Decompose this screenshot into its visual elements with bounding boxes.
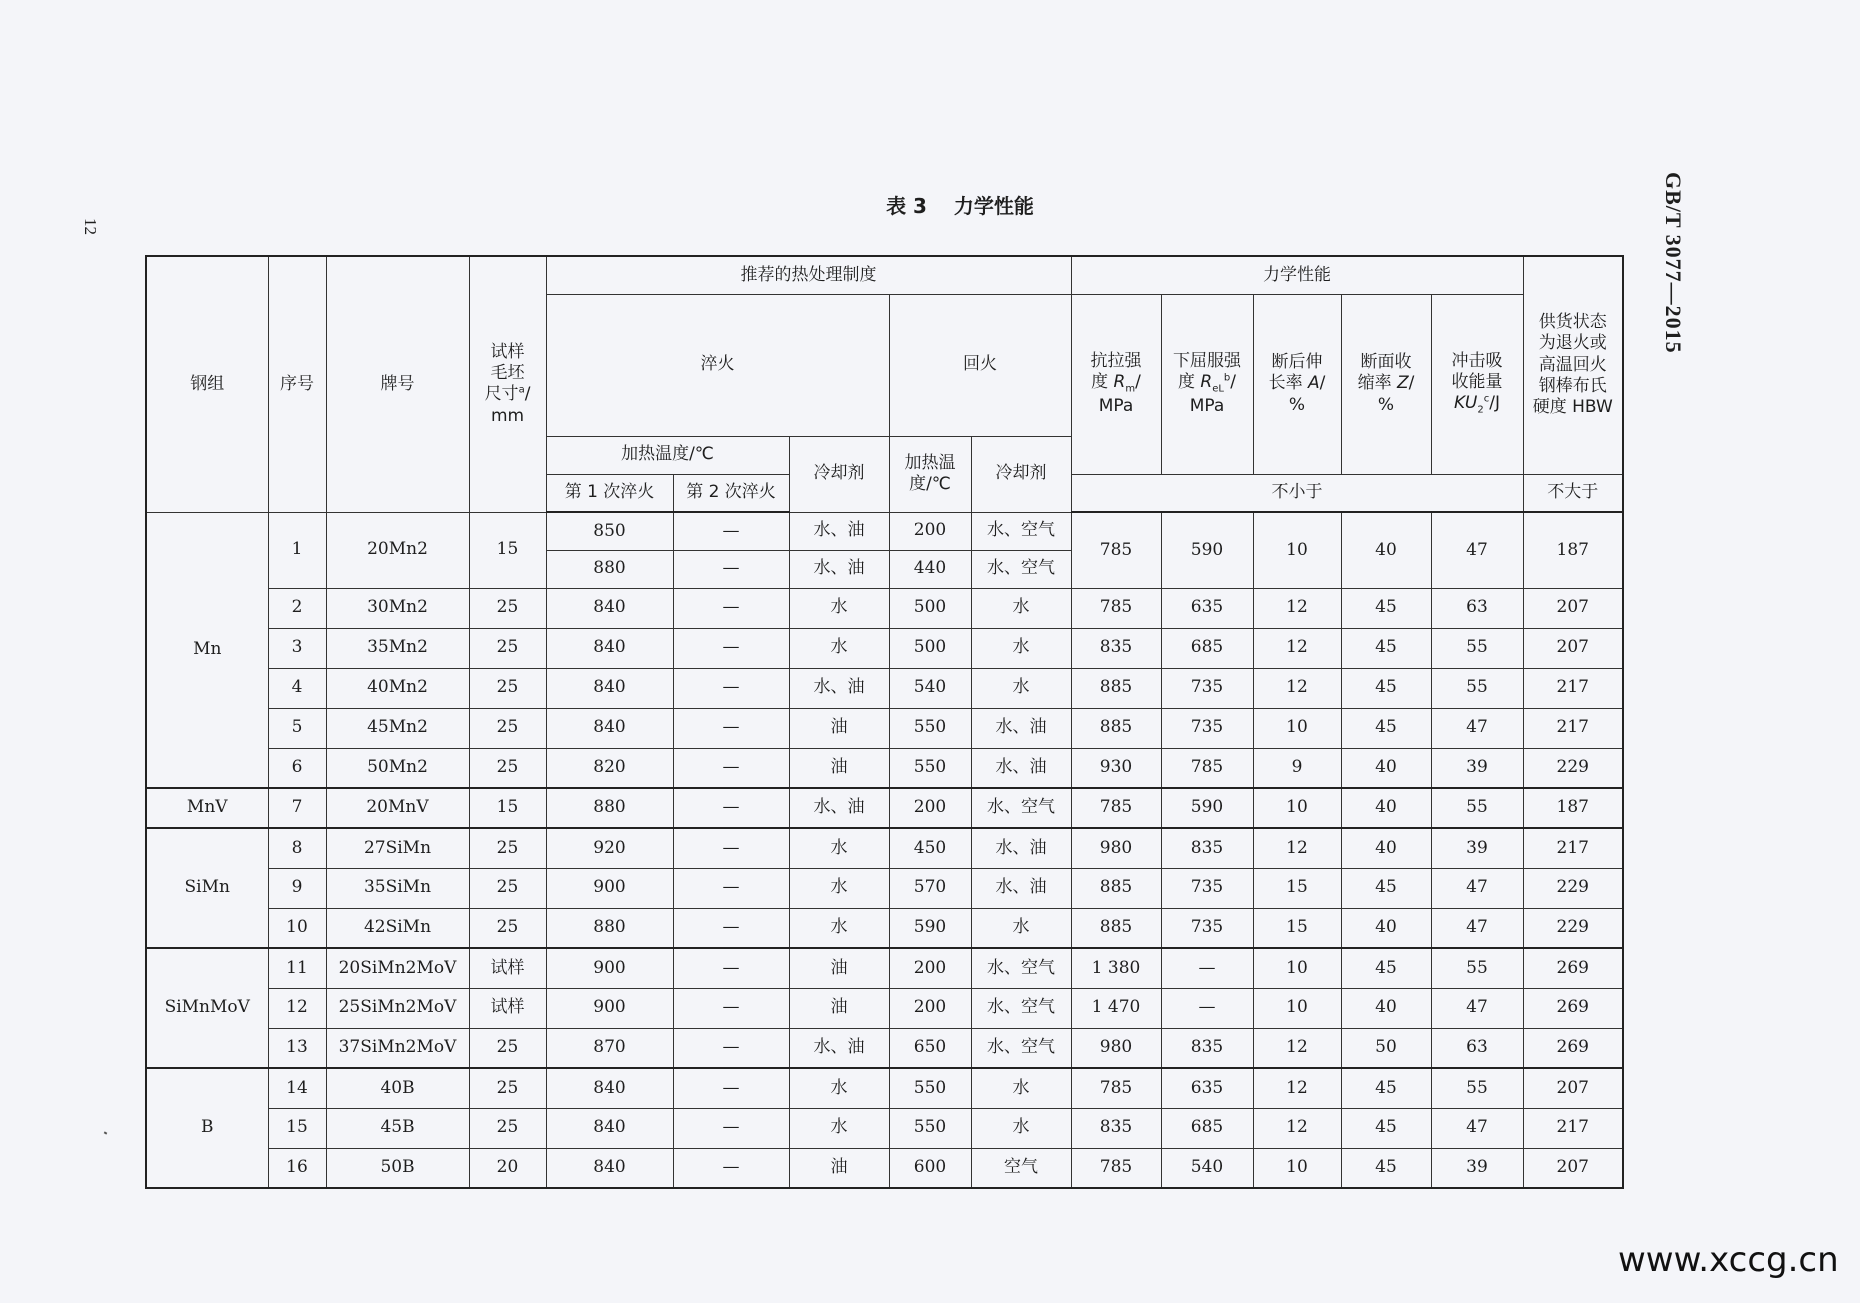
temper-temp-cell: 500 xyxy=(889,588,971,628)
second-quench-temp-cell: — xyxy=(673,1068,789,1108)
impact-energy-cell: 55 xyxy=(1431,1068,1523,1108)
blank-size-cell: 25 xyxy=(469,668,546,708)
reduction-cell: 45 xyxy=(1341,1068,1431,1108)
impact-energy-cell: 55 xyxy=(1431,788,1523,828)
second-quench-temp-cell: — xyxy=(673,588,789,628)
tensile-strength-cell: 785 xyxy=(1071,1148,1161,1188)
first-quench-temp-cell: 840 xyxy=(546,668,673,708)
serial-no-cell: 10 xyxy=(268,908,326,948)
table-row xyxy=(146,588,1623,628)
yield-strength-cell: 635 xyxy=(1161,588,1253,628)
reduction-cell: 40 xyxy=(1341,908,1431,948)
table-row xyxy=(146,1148,1623,1188)
serial-no-cell: 6 xyxy=(268,748,326,788)
tensile-strength-cell: 835 xyxy=(1071,1108,1161,1148)
blank-size-cell: 20 xyxy=(469,1148,546,1188)
elongation-cell: 10 xyxy=(1253,948,1341,988)
tensile-strength-cell: 885 xyxy=(1071,668,1161,708)
tensile-strength-cell: 835 xyxy=(1071,628,1161,668)
tensile-strength-cell: 785 xyxy=(1071,588,1161,628)
yield-strength-cell: 735 xyxy=(1161,668,1253,708)
grade-cell: 50B xyxy=(326,1148,469,1188)
temper-temp-cell: 540 xyxy=(889,668,971,708)
reduction-cell: 45 xyxy=(1341,1108,1431,1148)
header-quenching: 淬火 xyxy=(546,294,889,436)
blank-size-cell: 25 xyxy=(469,868,546,908)
table-row xyxy=(146,708,1623,748)
grade-cell: 45B xyxy=(326,1108,469,1148)
table-row xyxy=(146,512,1623,550)
second-quench-temp-cell: — xyxy=(673,988,789,1028)
reduction-cell: 45 xyxy=(1341,868,1431,908)
watermark: www.xccg.cn xyxy=(1618,1240,1839,1280)
grade-cell: 37SiMn2MoV xyxy=(326,1028,469,1068)
impact-energy-cell: 55 xyxy=(1431,628,1523,668)
quench-coolant-cell: 水 xyxy=(789,828,889,868)
elongation-cell: 10 xyxy=(1253,708,1341,748)
first-quench-temp-cell: 870 xyxy=(546,1028,673,1068)
elongation-cell: 12 xyxy=(1253,588,1341,628)
serial-no-cell: 4 xyxy=(268,668,326,708)
first-quench-temp-cell: 840 xyxy=(546,588,673,628)
first-quench-temp-cell: 840 xyxy=(546,1108,673,1148)
table-row xyxy=(146,668,1623,708)
hardness-cell: 217 xyxy=(1523,668,1623,708)
blank-size-cell: 25 xyxy=(469,1068,546,1108)
mechanical-properties-table xyxy=(145,255,1624,1189)
table-row xyxy=(146,988,1623,1028)
first-quench-temp-cell: 820 xyxy=(546,748,673,788)
temper-coolant-cell: 水、空气 xyxy=(971,948,1071,988)
second-quench-temp-cell: — xyxy=(673,948,789,988)
hardness-cell: 217 xyxy=(1523,828,1623,868)
yield-strength-cell: 685 xyxy=(1161,628,1253,668)
grade-cell: 50Mn2 xyxy=(326,748,469,788)
serial-no-cell: 3 xyxy=(268,628,326,668)
grade-cell: 25SiMn2MoV xyxy=(326,988,469,1028)
blank-size-cell: 25 xyxy=(469,628,546,668)
second-quench-temp-cell: — xyxy=(673,828,789,868)
temper-coolant-cell: 水、油 xyxy=(971,748,1071,788)
hardness-cell: 207 xyxy=(1523,1068,1623,1108)
hardness-cell: 207 xyxy=(1523,628,1623,668)
table-label: 表 3 xyxy=(886,194,927,218)
temper-temp-cell: 200 xyxy=(889,788,971,828)
temper-temp-cell: 500 xyxy=(889,628,971,668)
temper-temp-cell: 550 xyxy=(889,708,971,748)
elongation-cell: 12 xyxy=(1253,1028,1341,1068)
hardness-cell: 217 xyxy=(1523,1108,1623,1148)
reduction-cell: 45 xyxy=(1341,1148,1431,1188)
tensile-strength-cell: 1 470 xyxy=(1071,988,1161,1028)
temper-coolant-cell: 水、油 xyxy=(971,828,1071,868)
table-row xyxy=(146,1028,1623,1068)
quench-coolant-cell: 水、油 xyxy=(789,788,889,828)
elongation-cell: 9 xyxy=(1253,748,1341,788)
first-quench-temp-cell: 880 xyxy=(546,908,673,948)
first-quench-temp-cell: 840 xyxy=(546,1148,673,1188)
temper-temp-cell: 600 xyxy=(889,1148,971,1188)
first-quench-temp-cell: 880 xyxy=(546,788,673,828)
blank-size-cell: 试样 xyxy=(469,988,546,1028)
blank-size-cell: 25 xyxy=(469,588,546,628)
first-quench-temp-cell: 850 xyxy=(546,512,673,550)
grade-cell: 35SiMn xyxy=(326,868,469,908)
page-number: 12 xyxy=(81,218,100,235)
elongation-cell: 12 xyxy=(1253,1068,1341,1108)
header-quench-coolant: 冷却剂 xyxy=(789,436,889,512)
impact-energy-cell: 47 xyxy=(1431,512,1523,588)
quench-coolant-cell: 水、油 xyxy=(789,1028,889,1068)
elongation-cell: 12 xyxy=(1253,628,1341,668)
header-steel-group: 钢组 xyxy=(146,256,268,512)
temper-coolant-cell: 水、空气 xyxy=(971,550,1071,588)
header-serial-no: 序号 xyxy=(268,256,326,512)
temper-coolant-cell: 水、空气 xyxy=(971,988,1071,1028)
table-row xyxy=(146,1068,1623,1108)
temper-temp-cell: 200 xyxy=(889,988,971,1028)
grade-cell: 42SiMn xyxy=(326,908,469,948)
serial-no-cell: 12 xyxy=(268,988,326,1028)
header-impact-energy: 冲击吸 收能量 $KU_2^c/J$ xyxy=(1431,294,1523,474)
serial-no-cell: 9 xyxy=(268,868,326,908)
first-quench-temp-cell: 840 xyxy=(546,1068,673,1108)
header-elongation: 断后伸 长率 A/ % xyxy=(1253,294,1341,474)
hardness-cell: 269 xyxy=(1523,1028,1623,1068)
header-heating-temp: 加热温度/℃ xyxy=(546,436,789,474)
impact-energy-cell: 55 xyxy=(1431,948,1523,988)
elongation-cell: 15 xyxy=(1253,868,1341,908)
tensile-strength-cell: 980 xyxy=(1071,828,1161,868)
serial-no-cell: 16 xyxy=(268,1148,326,1188)
table-title xyxy=(0,190,1860,219)
yield-strength-cell: 685 xyxy=(1161,1108,1253,1148)
temper-temp-cell: 590 xyxy=(889,908,971,948)
first-quench-temp-cell: 900 xyxy=(546,948,673,988)
hardness-cell: 229 xyxy=(1523,748,1623,788)
yield-strength-cell: — xyxy=(1161,948,1253,988)
temper-temp-cell: 570 xyxy=(889,868,971,908)
hardness-cell: 207 xyxy=(1523,1148,1623,1188)
standard-code: GB/T 3077—2015 xyxy=(1661,172,1686,354)
table-row xyxy=(146,948,1623,988)
table-row xyxy=(146,788,1623,828)
temper-temp-cell: 440 xyxy=(889,550,971,588)
quench-coolant-cell: 水 xyxy=(789,588,889,628)
grade-cell: 45Mn2 xyxy=(326,708,469,748)
header-temper-coolant: 冷却剂 xyxy=(971,436,1071,512)
temper-temp-cell: 200 xyxy=(889,948,971,988)
tensile-strength-cell: 785 xyxy=(1071,1068,1161,1108)
header-grade: 牌号 xyxy=(326,256,469,512)
temper-coolant-cell: 水 xyxy=(971,1068,1071,1108)
tensile-strength-cell: 885 xyxy=(1071,708,1161,748)
steel-group-cell: MnV xyxy=(146,788,268,828)
impact-energy-cell: 47 xyxy=(1431,908,1523,948)
blank-size-cell: 25 xyxy=(469,1028,546,1068)
tensile-strength-cell: 885 xyxy=(1071,868,1161,908)
tensile-strength-cell: 885 xyxy=(1071,908,1161,948)
steel-group-cell: SiMnMoV xyxy=(146,948,268,1068)
serial-no-cell: 2 xyxy=(268,588,326,628)
header-not-less-than: 不小于 xyxy=(1071,474,1523,512)
reduction-cell: 45 xyxy=(1341,668,1431,708)
blank-size-cell: 25 xyxy=(469,828,546,868)
quench-coolant-cell: 水、油 xyxy=(789,668,889,708)
table-row xyxy=(146,828,1623,868)
temper-coolant-cell: 水 xyxy=(971,628,1071,668)
steel-group-cell: SiMn xyxy=(146,828,268,948)
quench-coolant-cell: 油 xyxy=(789,708,889,748)
blank-size-cell: 25 xyxy=(469,708,546,748)
header-tensile-strength: 抗拉强 度 $R_m/$ MPa xyxy=(1071,294,1161,474)
serial-no-cell: 5 xyxy=(268,708,326,748)
header-second-quench: 第 2 次淬火 xyxy=(673,474,789,512)
header-blank-size: 试样 毛坯 尺寸$^a$/ mm xyxy=(469,256,546,512)
quench-coolant-cell: 油 xyxy=(789,948,889,988)
temper-coolant-cell: 水、空气 xyxy=(971,1028,1071,1068)
quench-coolant-cell: 油 xyxy=(789,1148,889,1188)
temper-temp-cell: 650 xyxy=(889,1028,971,1068)
temper-coolant-cell: 水 xyxy=(971,1108,1071,1148)
serial-no-cell: 1 xyxy=(268,512,326,588)
reduction-cell: 45 xyxy=(1341,628,1431,668)
scan-speck xyxy=(104,1131,108,1134)
impact-energy-cell: 39 xyxy=(1431,828,1523,868)
second-quench-temp-cell: — xyxy=(673,908,789,948)
blank-size-cell: 25 xyxy=(469,908,546,948)
yield-strength-cell: 785 xyxy=(1161,748,1253,788)
temper-coolant-cell: 空气 xyxy=(971,1148,1071,1188)
table-row xyxy=(146,628,1623,668)
reduction-cell: 45 xyxy=(1341,588,1431,628)
yield-strength-cell: — xyxy=(1161,988,1253,1028)
yield-strength-cell: 590 xyxy=(1161,788,1253,828)
blank-size-cell: 25 xyxy=(469,1108,546,1148)
blank-size-cell: 25 xyxy=(469,748,546,788)
blank-size-cell: 15 xyxy=(469,788,546,828)
grade-cell: 20Mn2 xyxy=(326,512,469,588)
header-mechanical-properties: 力学性能 xyxy=(1071,256,1523,294)
quench-coolant-cell: 水、油 xyxy=(789,512,889,550)
yield-strength-cell: 735 xyxy=(1161,908,1253,948)
temper-temp-cell: 200 xyxy=(889,512,971,550)
hardness-cell: 187 xyxy=(1523,512,1623,588)
table-row xyxy=(146,748,1623,788)
elongation-cell: 15 xyxy=(1253,908,1341,948)
serial-no-cell: 11 xyxy=(268,948,326,988)
grade-cell: 40B xyxy=(326,1068,469,1108)
hardness-cell: 187 xyxy=(1523,788,1623,828)
reduction-cell: 40 xyxy=(1341,828,1431,868)
serial-no-cell: 14 xyxy=(268,1068,326,1108)
hardness-cell: 229 xyxy=(1523,908,1623,948)
steel-group-cell: Mn xyxy=(146,512,268,788)
impact-energy-cell: 47 xyxy=(1431,868,1523,908)
grade-cell: 35Mn2 xyxy=(326,628,469,668)
reduction-cell: 40 xyxy=(1341,988,1431,1028)
grade-cell: 27SiMn xyxy=(326,828,469,868)
table-row xyxy=(146,908,1623,948)
second-quench-temp-cell: — xyxy=(673,628,789,668)
header-yield-strength: 下屈服强 度 $R_{eL}^b/$ MPa xyxy=(1161,294,1253,474)
header-tempering: 回火 xyxy=(889,294,1071,436)
quench-coolant-cell: 水 xyxy=(789,628,889,668)
impact-energy-cell: 55 xyxy=(1431,668,1523,708)
elongation-cell: 10 xyxy=(1253,1148,1341,1188)
header-heat-treatment: 推荐的热处理制度 xyxy=(546,256,1071,294)
reduction-cell: 50 xyxy=(1341,1028,1431,1068)
reduction-cell: 45 xyxy=(1341,708,1431,748)
serial-no-cell: 7 xyxy=(268,788,326,828)
table-body xyxy=(146,512,1623,1188)
hardness-cell: 229 xyxy=(1523,868,1623,908)
impact-energy-cell: 39 xyxy=(1431,1148,1523,1188)
serial-no-cell: 8 xyxy=(268,828,326,868)
temper-temp-cell: 550 xyxy=(889,1108,971,1148)
second-quench-temp-cell: — xyxy=(673,550,789,588)
tensile-strength-cell: 785 xyxy=(1071,512,1161,588)
table-header xyxy=(146,256,1623,512)
serial-no-cell: 13 xyxy=(268,1028,326,1068)
hardness-cell: 269 xyxy=(1523,988,1623,1028)
header-reduction-of-area: 断面收 缩率 Z/ % xyxy=(1341,294,1431,474)
yield-strength-cell: 540 xyxy=(1161,1148,1253,1188)
blank-size-cell: 15 xyxy=(469,512,546,588)
quench-coolant-cell: 油 xyxy=(789,988,889,1028)
hardness-cell: 207 xyxy=(1523,588,1623,628)
impact-energy-cell: 47 xyxy=(1431,988,1523,1028)
temper-coolant-cell: 水、油 xyxy=(971,868,1071,908)
temper-coolant-cell: 水 xyxy=(971,908,1071,948)
grade-cell: 20SiMn2MoV xyxy=(326,948,469,988)
header-first-quench: 第 1 次淬火 xyxy=(546,474,673,512)
impact-energy-cell: 63 xyxy=(1431,1028,1523,1068)
first-quench-temp-cell: 880 xyxy=(546,550,673,588)
reduction-cell: 45 xyxy=(1341,948,1431,988)
hardness-cell: 217 xyxy=(1523,708,1623,748)
yield-strength-cell: 735 xyxy=(1161,708,1253,748)
quench-coolant-cell: 水 xyxy=(789,908,889,948)
elongation-cell: 12 xyxy=(1253,828,1341,868)
tensile-strength-cell: 980 xyxy=(1071,1028,1161,1068)
first-quench-temp-cell: 900 xyxy=(546,988,673,1028)
yield-strength-cell: 735 xyxy=(1161,868,1253,908)
quench-coolant-cell: 油 xyxy=(789,748,889,788)
elongation-cell: 10 xyxy=(1253,988,1341,1028)
grade-cell: 30Mn2 xyxy=(326,588,469,628)
grade-cell: 20MnV xyxy=(326,788,469,828)
second-quench-temp-cell: — xyxy=(673,1108,789,1148)
second-quench-temp-cell: — xyxy=(673,1028,789,1068)
temper-temp-cell: 550 xyxy=(889,1068,971,1108)
elongation-cell: 12 xyxy=(1253,1108,1341,1148)
serial-no-cell: 15 xyxy=(268,1108,326,1148)
second-quench-temp-cell: — xyxy=(673,868,789,908)
table-title-text: 力学性能 xyxy=(953,194,1034,218)
tensile-strength-cell: 930 xyxy=(1071,748,1161,788)
second-quench-temp-cell: — xyxy=(673,748,789,788)
tensile-strength-cell: 785 xyxy=(1071,788,1161,828)
second-quench-temp-cell: — xyxy=(673,668,789,708)
header-temper-heating-temp: 加热温 度/℃ xyxy=(889,436,971,512)
second-quench-temp-cell: — xyxy=(673,708,789,748)
first-quench-temp-cell: 900 xyxy=(546,868,673,908)
blank-size-cell: 试样 xyxy=(469,948,546,988)
elongation-cell: 10 xyxy=(1253,788,1341,828)
elongation-cell: 10 xyxy=(1253,512,1341,588)
first-quench-temp-cell: 840 xyxy=(546,628,673,668)
temper-coolant-cell: 水、空气 xyxy=(971,788,1071,828)
header-hardness: 供货状态 为退火或 高温回火 钢棒布氏 硬度 HBW xyxy=(1523,256,1623,474)
reduction-cell: 40 xyxy=(1341,512,1431,588)
temper-coolant-cell: 水 xyxy=(971,668,1071,708)
grade-cell: 40Mn2 xyxy=(326,668,469,708)
impact-energy-cell: 47 xyxy=(1431,1108,1523,1148)
elongation-cell: 12 xyxy=(1253,668,1341,708)
temper-coolant-cell: 水、油 xyxy=(971,708,1071,748)
header-not-greater-than: 不大于 xyxy=(1523,474,1623,512)
impact-energy-cell: 39 xyxy=(1431,748,1523,788)
steel-group-cell: B xyxy=(146,1068,268,1188)
quench-coolant-cell: 水 xyxy=(789,1068,889,1108)
quench-coolant-cell: 水 xyxy=(789,868,889,908)
table-row xyxy=(146,868,1623,908)
temper-coolant-cell: 水 xyxy=(971,588,1071,628)
yield-strength-cell: 635 xyxy=(1161,1068,1253,1108)
quench-coolant-cell: 水、油 xyxy=(789,550,889,588)
temper-temp-cell: 450 xyxy=(889,828,971,868)
second-quench-temp-cell: — xyxy=(673,512,789,550)
impact-energy-cell: 63 xyxy=(1431,588,1523,628)
first-quench-temp-cell: 920 xyxy=(546,828,673,868)
yield-strength-cell: 835 xyxy=(1161,828,1253,868)
reduction-cell: 40 xyxy=(1341,788,1431,828)
yield-strength-cell: 835 xyxy=(1161,1028,1253,1068)
temper-temp-cell: 550 xyxy=(889,748,971,788)
impact-energy-cell: 47 xyxy=(1431,708,1523,748)
first-quench-temp-cell: 840 xyxy=(546,708,673,748)
temper-coolant-cell: 水、空气 xyxy=(971,512,1071,550)
second-quench-temp-cell: — xyxy=(673,1148,789,1188)
quench-coolant-cell: 水 xyxy=(789,1108,889,1148)
hardness-cell: 269 xyxy=(1523,948,1623,988)
yield-strength-cell: 590 xyxy=(1161,512,1253,588)
second-quench-temp-cell: — xyxy=(673,788,789,828)
tensile-strength-cell: 1 380 xyxy=(1071,948,1161,988)
table-row xyxy=(146,1108,1623,1148)
reduction-cell: 40 xyxy=(1341,748,1431,788)
